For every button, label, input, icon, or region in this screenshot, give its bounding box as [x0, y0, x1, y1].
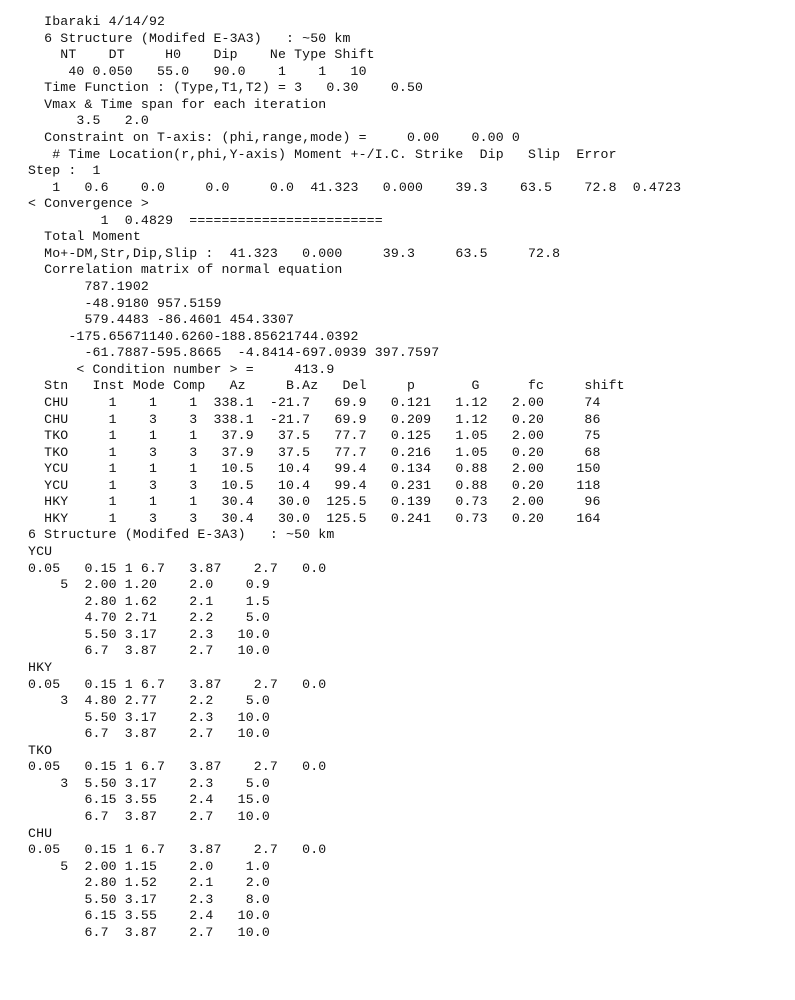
structure-row: 5.50 3.17 2.3 10.0: [28, 709, 270, 725]
condition-number: < Condition number > = 413.9: [28, 361, 335, 377]
correlation-label: Correlation matrix of normal equation: [28, 262, 343, 278]
station-row: HKY 1 3 3 30.4 30.0 125.5 0.241 0.73 0.20 164: [28, 510, 601, 526]
structure-station-name: CHU: [28, 825, 53, 841]
structure-row: 2.80 1.52 2.1 2.0: [28, 875, 270, 891]
structure-row: 2.80 1.62 2.1 1.5: [28, 593, 270, 609]
structure-station-name: HKY: [28, 659, 53, 675]
total-moment-label: Total Moment: [28, 229, 141, 245]
station-row: TKO 1 1 1 37.9 37.5 77.7 0.125 1.05 2.00 75: [28, 428, 601, 444]
vmax-values: 3.5 2.0: [28, 113, 149, 129]
structure-row: 3 4.80 2.77 2.2 5.0: [28, 693, 270, 709]
structure-row: 5 2.00 1.15 2.0 1.0: [28, 858, 270, 874]
constraint-line: Constraint on T-axis: (phi,range,mode) = 0.00 0.00 0: [28, 129, 520, 145]
structure-row: 5.50 3.17 2.3 8.0: [28, 891, 270, 907]
structure-row: 6.7 3.87 2.7 10.0: [28, 643, 270, 659]
params-values: 40 0.050 55.0 90.0 1 1 10: [28, 63, 367, 79]
solution-header: # Time Location(r,phi,Y-axis) Moment +-/I.C. Strike Dip Slip Error: [28, 146, 617, 162]
params-header: NT DT H0 Dip Ne Type Shift: [28, 47, 375, 63]
structure-title: 6 Structure (Modifed E-3A3) : ~50 km: [28, 527, 335, 543]
station-row: YCU 1 3 3 10.5 10.4 99.4 0.231 0.88 0.20 118: [28, 477, 601, 493]
convergence-row: 1 0.4829 ========================: [28, 212, 383, 228]
structure-row: 0.05 0.15 1 6.7 3.87 2.7 0.0: [28, 560, 327, 576]
structure-row: 6.7 3.87 2.7 10.0: [28, 809, 270, 824]
structure-row: 6.15 3.55 2.4 15.0: [28, 792, 270, 808]
structure-row: 6.15 3.55 2.4 10.0: [28, 908, 270, 924]
header-event: Ibaraki 4/14/92: [28, 14, 166, 29]
station-row: HKY 1 1 1 30.4 30.0 125.5 0.139 0.73 2.00 96: [28, 494, 601, 510]
structure-row: 4.70 2.71 2.2 5.0: [28, 610, 270, 626]
time-function: Time Function : (Type,T1,T2) = 3 0.30 0.50: [28, 80, 424, 96]
matrix-row: 579.4483 -86.4601 454.3307: [28, 312, 295, 328]
station-row: CHU 1 3 3 338.1 -21.7 69.9 0.209 1.12 0.20 86: [28, 411, 601, 427]
station-row: TKO 1 3 3 37.9 37.5 77.7 0.216 1.05 0.20 68: [28, 444, 601, 460]
matrix-row: -48.9180 957.5159: [28, 295, 222, 311]
structure-row: 0.05 0.15 1 6.7 3.87 2.7 0.0: [28, 676, 327, 692]
inversion-output-listing: [28, 14, 788, 942]
station-row: YCU 1 1 1 10.5 10.4 99.4 0.134 0.88 2.00 150: [28, 461, 601, 477]
step-label: Step : 1: [28, 163, 101, 179]
solution-row: 1 0.6 0.0 0.0 0.0 41.323 0.000 39.3 63.5 72.8 0.4723: [28, 179, 682, 195]
matrix-row: -61.7887-595.8665 -4.8414-697.0939 397.7597: [28, 345, 440, 361]
structure-row: 6.7 3.87 2.7 10.0: [28, 924, 270, 940]
station-table-header: Stn Inst Mode Comp Az B.Az Del p G fc shift: [28, 378, 625, 394]
structure-row: 0.05 0.15 1 6.7 3.87 2.7 0.0: [28, 759, 327, 775]
structure-row: 6.7 3.87 2.7 10.0: [28, 726, 270, 742]
structure-station-name: TKO: [28, 742, 53, 758]
convergence-label: < Convergence >: [28, 196, 149, 212]
vmax-label: Vmax & Time span for each iteration: [28, 96, 327, 112]
structure-station-name: YCU: [28, 544, 53, 559]
structure-row: 0.05 0.15 1 6.7 3.87 2.7 0.0: [28, 842, 327, 858]
matrix-row: -175.65671140.6260-188.85621744.0392: [28, 328, 359, 344]
structure-row: 3 5.50 3.17 2.3 5.0: [28, 775, 270, 791]
header-structure: 6 Structure (Modifed E-3A3) : ~50 km: [28, 30, 351, 46]
structure-row: 5.50 3.17 2.3 10.0: [28, 626, 270, 642]
station-row: CHU 1 1 1 338.1 -21.7 69.9 0.121 1.12 2.00 74: [28, 394, 601, 410]
structure-row: 5 2.00 1.20 2.0 0.9: [28, 577, 270, 593]
matrix-row: 787.1902: [28, 279, 149, 294]
total-moment-values: Mo+-DM,Str,Dip,Slip : 41.323 0.000 39.3 63.5 72.8: [28, 245, 561, 261]
